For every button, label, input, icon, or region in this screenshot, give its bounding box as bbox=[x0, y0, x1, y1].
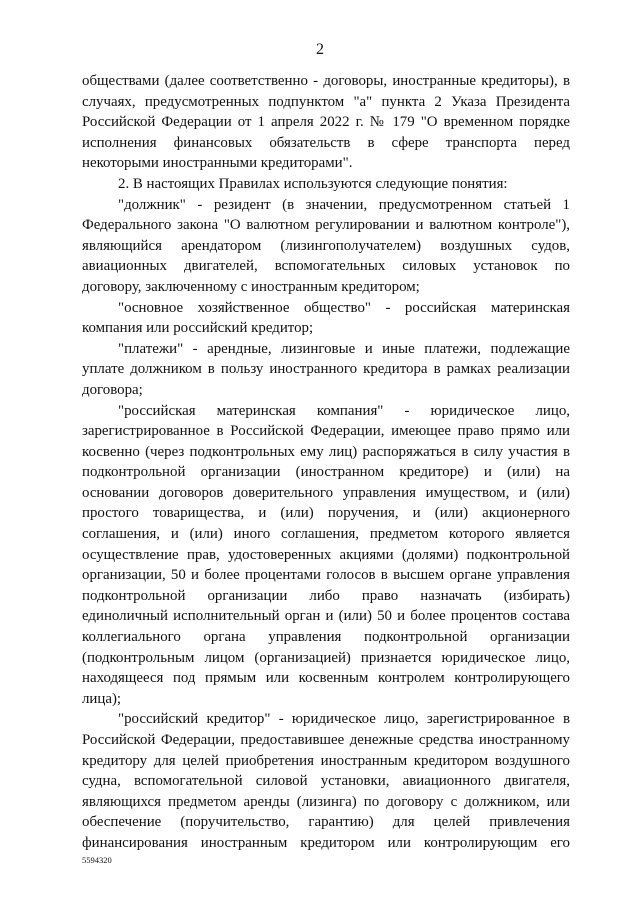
text-line: основании договоров доверительного управления имуществом, и (или) bbox=[82, 484, 570, 501]
text-line: "российская материнская компания" - юридическое лицо, bbox=[118, 402, 570, 419]
text-line: организации, 50 и более процентами голосов в высшем органе управления bbox=[82, 567, 570, 584]
text-line: судна, вспомогательной силовой установки, авиационного двигателя, bbox=[82, 773, 570, 790]
document-code: 5594320 bbox=[82, 855, 112, 865]
text-line: Российской Федерации от 1 апреля 2022 г. № 179 "О временном порядке bbox=[82, 114, 570, 131]
text-line: 2. В настоящих Правилах используются следующие понятия: bbox=[118, 175, 508, 192]
text-line: "российский кредитор" - юридическое лицо, зарегистрированное в bbox=[118, 711, 570, 728]
text-line: "должник" - резидент (в значении, предусмотренном статьей 1 bbox=[118, 196, 570, 213]
text-line: обществами (далее соответственно - договоры, иностранные кредиторы), в bbox=[82, 73, 570, 89]
body-text bbox=[82, 71, 570, 854]
text-line: соглашения, и (или) иного соглашения, предметом которого является bbox=[82, 526, 570, 543]
text-line: простого товарищества, и (или) поручения, и (или) акционерного bbox=[82, 505, 570, 522]
text-line: являющийся арендатором (лизингополучателем) воздушных судов, bbox=[82, 237, 570, 254]
text-line: авиационных двигателей, вспомогательных силовых установок по bbox=[82, 258, 570, 275]
text-line: косвенно (через подконтрольных ему лиц) распоряжаться в силу участия в bbox=[82, 443, 570, 460]
text-line: "основное хозяйственное общество" - российская материнская bbox=[118, 299, 570, 316]
text-line: находящееся под прямым или косвенным контролем контролирующего bbox=[82, 670, 570, 687]
text-line: подконтрольной организации либо право назначать (избирать) bbox=[82, 587, 570, 604]
text-line: кредитору для целей приобретения иностранным кредитором воздушного bbox=[82, 752, 570, 769]
text-line: (подконтрольным лицом (организацией) признается юридическое лицо, bbox=[82, 649, 570, 666]
text-line: единоличный исполнительный орган и (или) 50 и более процентов состава bbox=[82, 608, 570, 625]
text-line: договора; bbox=[82, 381, 143, 398]
text-line: лица); bbox=[82, 690, 122, 707]
text-line: уплате должником в пользу иностранного кредитора в рамках реализации bbox=[82, 361, 570, 378]
text-line: зарегистрированное в Российской Федерации, имеющее право прямо или bbox=[82, 423, 570, 440]
text-line: подконтрольной организации (иностранном кредиторе) и (или) на bbox=[82, 464, 570, 481]
text-line: "платежи" - арендные, лизинговые и иные платежи, подлежащие bbox=[118, 340, 570, 357]
text-line: некоторыми иностранными кредиторами". bbox=[82, 155, 353, 172]
text-line: являющихся предметом аренды (лизинга) по договору с должником, или bbox=[82, 793, 570, 810]
text-line: осуществление прав, удостоверенных акциями (долями) подконтрольной bbox=[82, 546, 570, 563]
text-line: компания или российский кредитор; bbox=[82, 320, 314, 337]
text-line: обеспечение (поручительство, гарантию) для целей привлечения bbox=[82, 814, 570, 831]
text-line: финансирования иностранным кредитором или контролирующим его bbox=[82, 834, 570, 851]
page-number: 2 bbox=[316, 41, 324, 58]
text-line: договору, заключенному с иностранным кредитором; bbox=[82, 278, 420, 295]
text-line: Российской Федерации, предоставившее денежные средства иностранному bbox=[82, 732, 570, 748]
text-line: Федерального закона "О валютном регулировании и валютном контроле"), bbox=[82, 217, 570, 234]
text-line: исполнения финансовых обязательств в сфере транспорта перед bbox=[82, 134, 570, 151]
text-line: коллегиального органа управления подконтрольной организации bbox=[82, 629, 570, 646]
text-line: случаях, предусмотренных подпунктом "а" пункта 2 Указа Президента bbox=[82, 93, 570, 110]
